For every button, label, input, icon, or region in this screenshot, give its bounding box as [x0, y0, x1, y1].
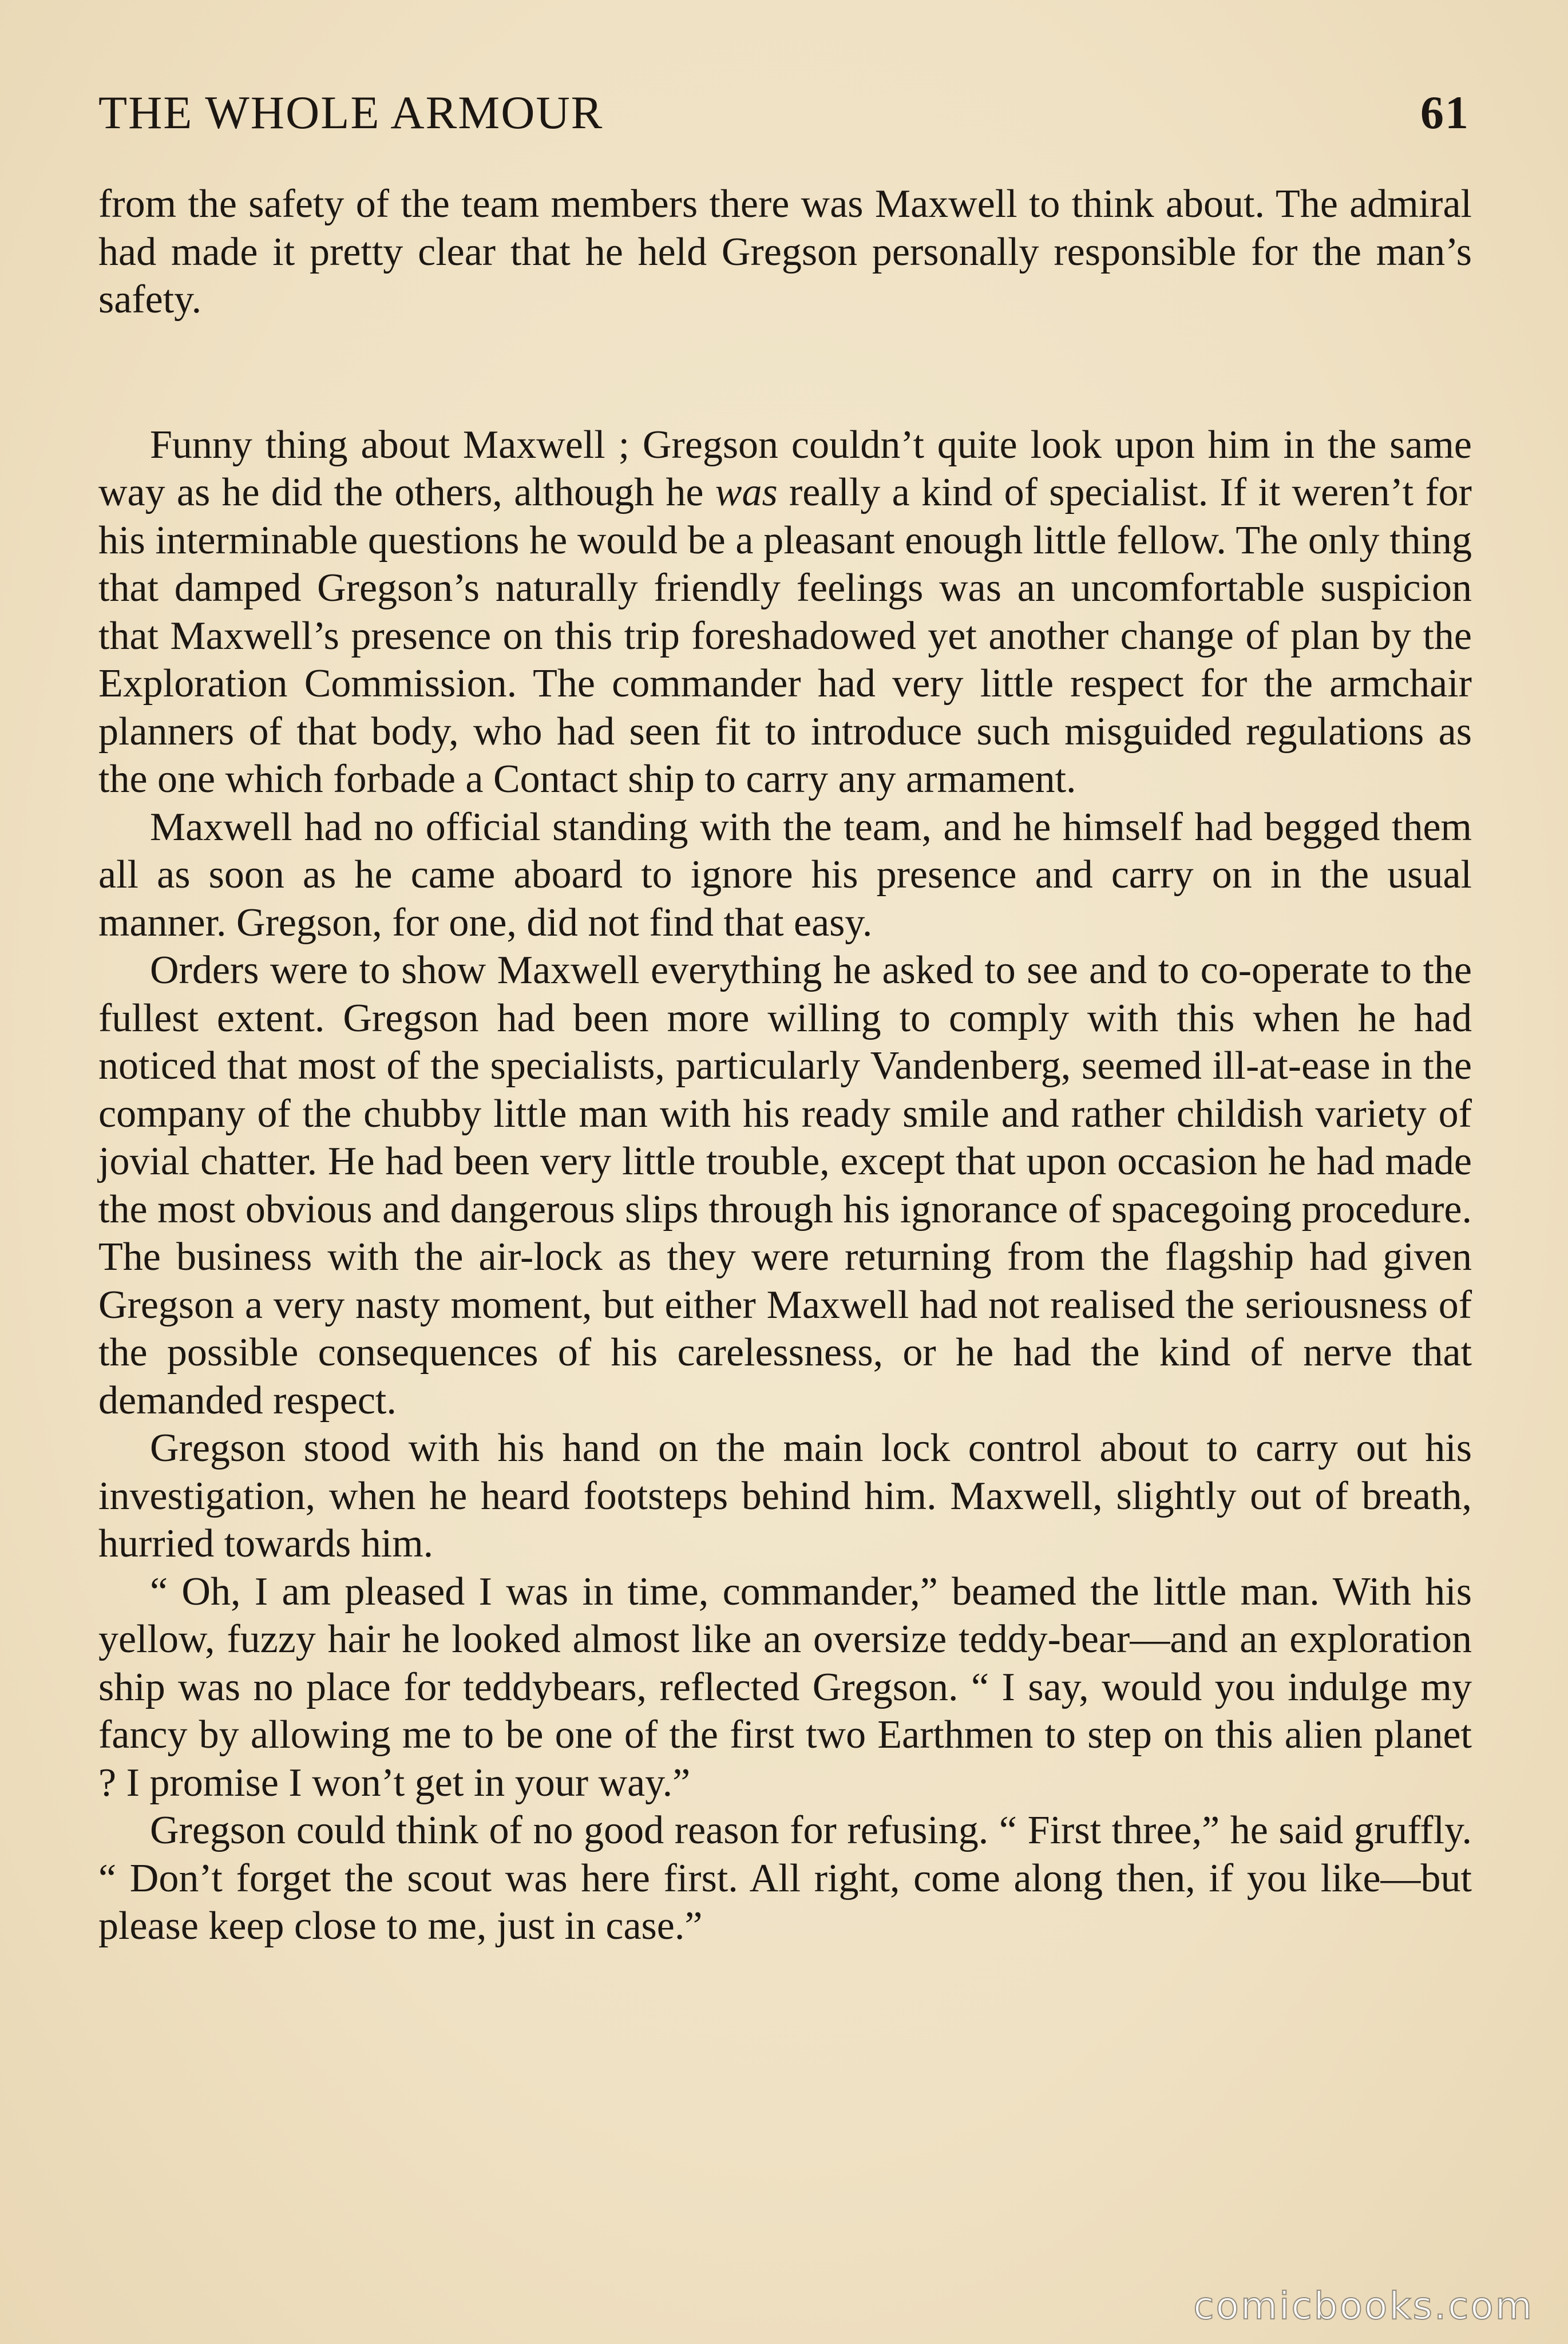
running-head — [98, 86, 1470, 143]
paragraph — [98, 421, 1472, 803]
body-text — [98, 180, 1472, 1950]
paragraph-text: Gregson stood with his hand on the main lock control about to carry out his investigation, when he heard footsteps behind him. Maxwell, slightly out of breath, hurried towards him. — [98, 1426, 1472, 1566]
paragraph-text: Orders were to show Maxwell everything he asked to see and to co-operate to the fullest extent. Gregson had been more willing to comply with this when he had noticed that most of the specialists, particularly Vandenberg, seemed ill-at-ease in the company of the chubby little man with his ready smile and rather childish variety of jovial chatter. He had been very little trouble, except that upon occasion he had made the most obvious and dangerous slips through his ignorance of spacegoing procedure. The business with the air-lock as they were returning from the flagship had given Gregson a very nasty moment, but either Maxwell had not realised the seriousness of the possible consequences of his carelessness, or he had the kind of nerve that demanded respect. — [98, 948, 1472, 1423]
paragraph-text: Maxwell had no official standing with the team, and he himself had begged them all as soon as he came aboard to ignore his presence and carry on in the usual manner. Gregson, for one, did not find that easy. — [98, 805, 1472, 945]
paragraph — [98, 803, 1472, 947]
paragraph-text: really a kind of specialist. If it weren’t for his interminable questions he would be a pleasant enough little fellow. The only thing that damped Gregson’s naturally friendly feelings was an uncomfortable suspicion that Maxwell’s presence on this trip foreshadowed yet another change of plan by the Exploration Commission. The commander had very little respect for the armchair planners of that body, who had seen fit to introduce such misguided regulations as the one which forbade a Contact ship to carry any armament. — [98, 470, 1472, 801]
watermark: comicbooks.com — [1193, 2284, 1534, 2328]
paragraph — [98, 1568, 1472, 1807]
paragraph-text: Funny thing about Maxwell ; Gregson couldn’t quite look upon him in the same way as he did the others, although he — [98, 422, 1472, 514]
paragraph — [98, 1807, 1472, 1950]
running-head-title: THE WHOLE ARMOUR — [98, 86, 604, 138]
paragraph-text: from the safety of the team members there was Maxwell to think about. The admiral had made it pretty clear that he held Gregson personally responsible for the man’s safety. — [98, 182, 1472, 322]
paragraph — [98, 180, 1472, 324]
italic-emphasis: was — [715, 470, 778, 514]
paragraph — [98, 1424, 1472, 1568]
paragraph-text: Gregson could think of no good reason for refusing. “ First three,” he said gruffly. “ Don’t forget the scout was here first. All right, come along then, if you like—but please keep close to me, just in case.” — [98, 1808, 1472, 1948]
paragraph — [98, 947, 1472, 1424]
paragraph-text: “ Oh, I am pleased I was in time, commander,” beamed the little man. With his yellow, fuzzy hair he looked almost like an oversize teddy-bear—and an exploration ship was no place for teddybears, reflected Gregson. “ I say, would you indulge my fancy by allowing me to be one of the first two Earthmen to step on this alien planet ? I promise I won’t get in your way.” — [98, 1569, 1472, 1805]
page-number: 61 — [1420, 86, 1470, 138]
